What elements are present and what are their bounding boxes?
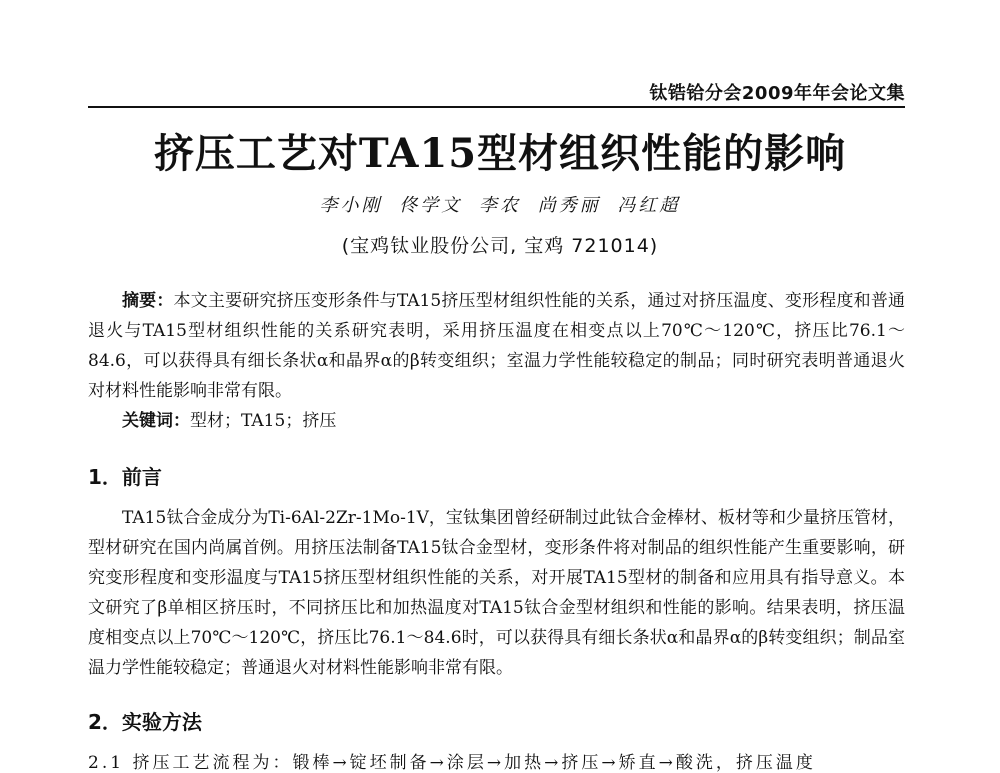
- abstract-label: 摘要：: [122, 291, 174, 311]
- keywords-line: [88, 406, 905, 436]
- running-header: 钛锆铪分会2009年年会论文集: [649, 83, 905, 104]
- methods-partial-line: 2.1 挤压工艺流程为：锻棒→锭坯制备→涂层→加热→挤压→矫直→酸洗，挤压温度: [88, 753, 816, 773]
- abstract-text: 本文主要研究挤压变形条件与TA15挤压型材组织性能的关系，通过对挤压温度、变形程度和普通退火与TA15型材组织性能的关系研究表明，采用挤压温度在相变点以上70℃～120℃，挤压比76.1～84.6，可以获得具有细长条状α和晶界α的β转变组织；室温力学性能较稳定的制品；同时研究表明普通退火对材料性能影响非常有限。: [88, 291, 905, 401]
- keywords-label: 关键词：: [122, 411, 190, 431]
- introduction-paragraph: TA15钛合金成分为Ti-6Al-2Zr-1Mo-1V，宝钛集团曾经研制过此钛合金棒材、板材等和少量挤压管材，型材研究在国内尚属首例。用挤压法制备TA15钛合金型材，变形条件将对制品的组织性能产生重要影响，研究变形程度和变形温度与TA15挤压型材组织性能的关系，对开展TA15型材的制备和应用具有指导意义。本文研究了β单相区挤压时，不同挤压比和加热温度对TA15钛合金型材组织和性能的影响。结果表明，挤压温度相变点以上70℃～120℃，挤压比76.1～84.6时，可以获得具有细长条状α和晶界α的β转变组织；制品室温力学性能较稳定；普通退火对材料性能影响非常有限。: [88, 508, 905, 678]
- section-heading-methods: 2．实验方法: [88, 710, 202, 734]
- introduction-block: [88, 503, 905, 683]
- abstract-block: [88, 286, 905, 436]
- author-list: 李小刚 佟学文 李农 尚秀丽 冯红超: [319, 195, 681, 216]
- abstract-paragraph: [88, 286, 905, 406]
- affiliation: (宝鸡钛业股份公司, 宝鸡 721014): [341, 235, 659, 257]
- keywords-text: 型材；TA15；挤压: [190, 411, 337, 431]
- header-rule: [88, 106, 905, 108]
- section-heading-introduction: 1．前言: [88, 465, 162, 489]
- paper-title: 挤压工艺对TA15型材组织性能的影响: [153, 130, 847, 177]
